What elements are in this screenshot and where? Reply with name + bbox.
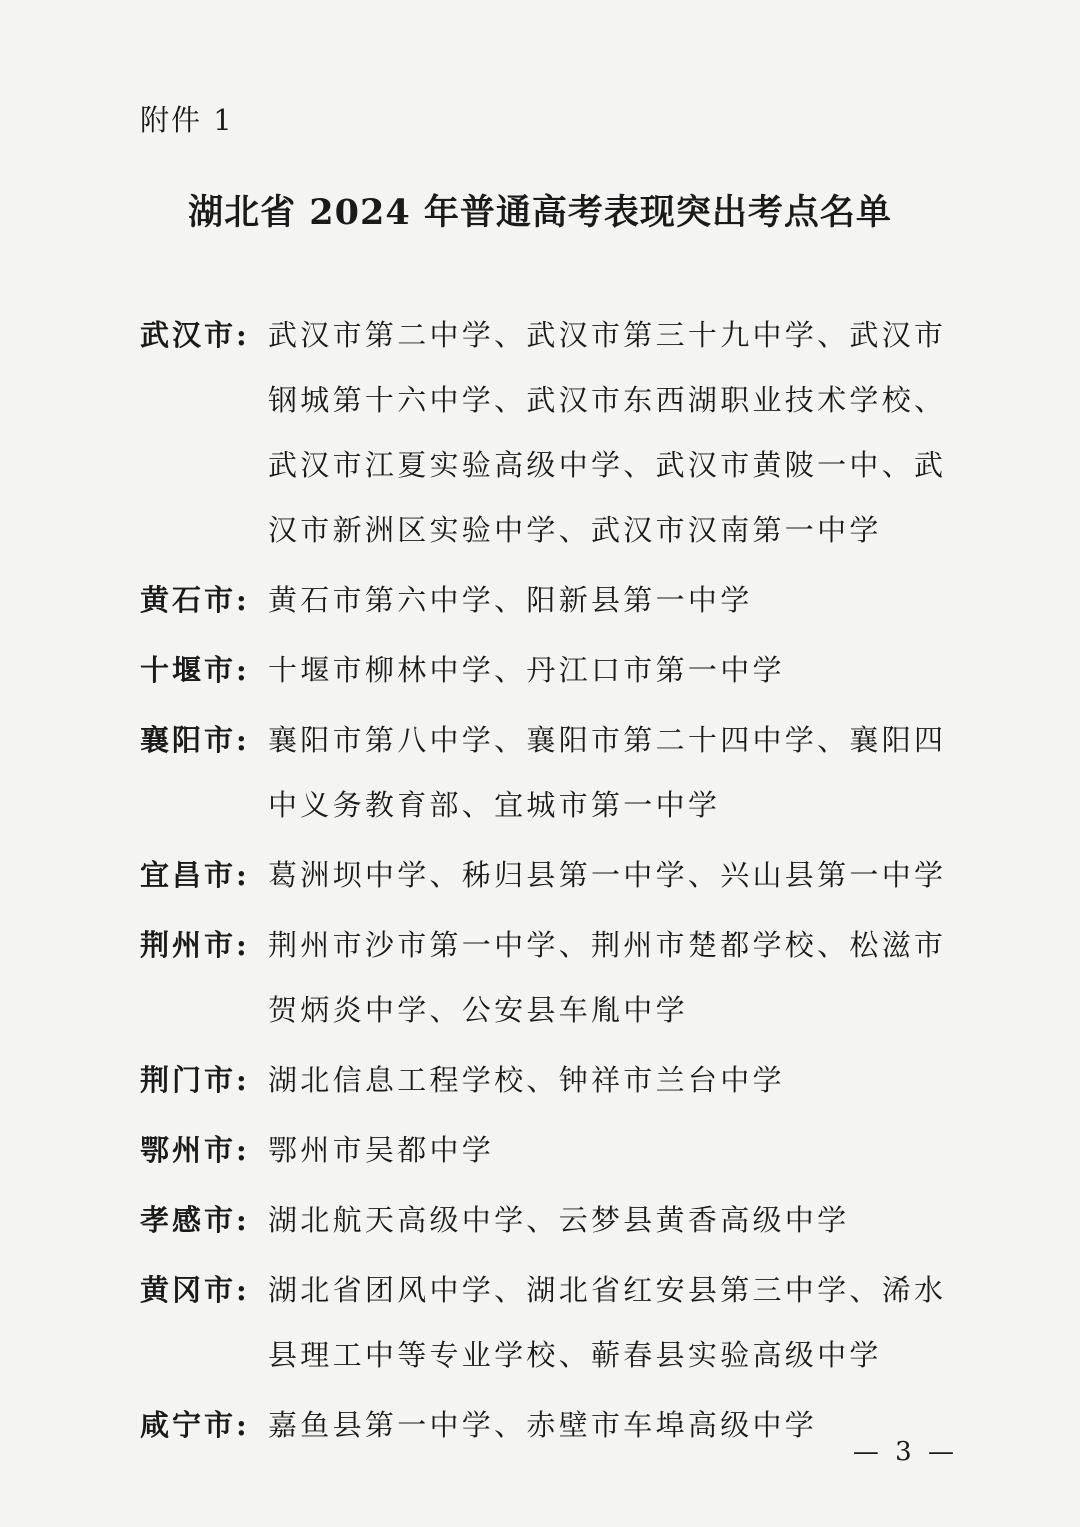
list-item-ezhou [140, 1118, 970, 1183]
city-label: 孝感市: [140, 1203, 250, 1237]
attachment-label: 附件 1 [140, 103, 234, 137]
school-names: 武汉市第二中学、武汉市第三十九中学、武汉市钢城第十六中学、武汉市东西湖职业技术学校、武汉市江夏实验高级中学、武汉市黄陂一中、武汉市新洲区实验中学、武汉市汉南第一中学 [268, 318, 947, 547]
page-number: — 3 — [852, 1437, 958, 1467]
school-names: 湖北航天高级中学、云梦县黄香高级中学 [268, 1203, 850, 1237]
school-names: 荆州市沙市第一中学、荆州市楚都学校、松滋市贺炳炎中学、公安县车胤中学 [268, 928, 947, 1027]
list-item-shiyan [140, 638, 970, 703]
city-label: 黄冈市: [140, 1273, 250, 1307]
city-label: 黄石市: [140, 583, 250, 617]
school-names: 湖北省团风中学、湖北省红安县第三中学、浠水县理工中等专业学校、蕲春县实验高级中学 [268, 1273, 947, 1372]
school-names: 十堰市柳林中学、丹江口市第一中学 [268, 653, 785, 687]
list-item-wuhan [140, 303, 970, 563]
school-names: 鄂州市吴都中学 [268, 1133, 495, 1167]
school-names: 襄阳市第八中学、襄阳市第二十四中学、襄阳四中义务教育部、宜城市第一中学 [268, 723, 947, 822]
list-item-yichang [140, 843, 970, 908]
list-item-xiangyang [140, 708, 970, 838]
list-item-xiaogan [140, 1188, 970, 1253]
list-item-jingzhou [140, 913, 970, 1043]
school-names: 湖北信息工程学校、钟祥市兰台中学 [268, 1063, 785, 1097]
city-label: 宜昌市: [140, 858, 250, 892]
list-item-jingmen [140, 1048, 970, 1113]
city-label: 襄阳市: [140, 723, 250, 757]
city-label: 十堰市: [140, 653, 250, 687]
school-names: 嘉鱼县第一中学、赤壁市车埠高级中学 [268, 1408, 818, 1442]
city-label: 荆门市: [140, 1063, 250, 1097]
city-label: 鄂州市: [140, 1133, 250, 1167]
city-label: 荆州市: [140, 928, 250, 962]
school-names: 葛洲坝中学、秭归县第一中学、兴山县第一中学 [268, 858, 947, 892]
list-item-huanggang [140, 1258, 970, 1388]
city-school-list [140, 303, 970, 1463]
school-names: 黄石市第六中学、阳新县第一中学 [268, 583, 753, 617]
page-title: 湖北省 2024 年普通高考表现突出考点名单 [188, 192, 892, 233]
city-label: 武汉市: [140, 318, 250, 352]
list-item-huangshi [140, 568, 970, 633]
city-label: 咸宁市: [140, 1408, 250, 1442]
list-item-xianning [140, 1393, 970, 1458]
